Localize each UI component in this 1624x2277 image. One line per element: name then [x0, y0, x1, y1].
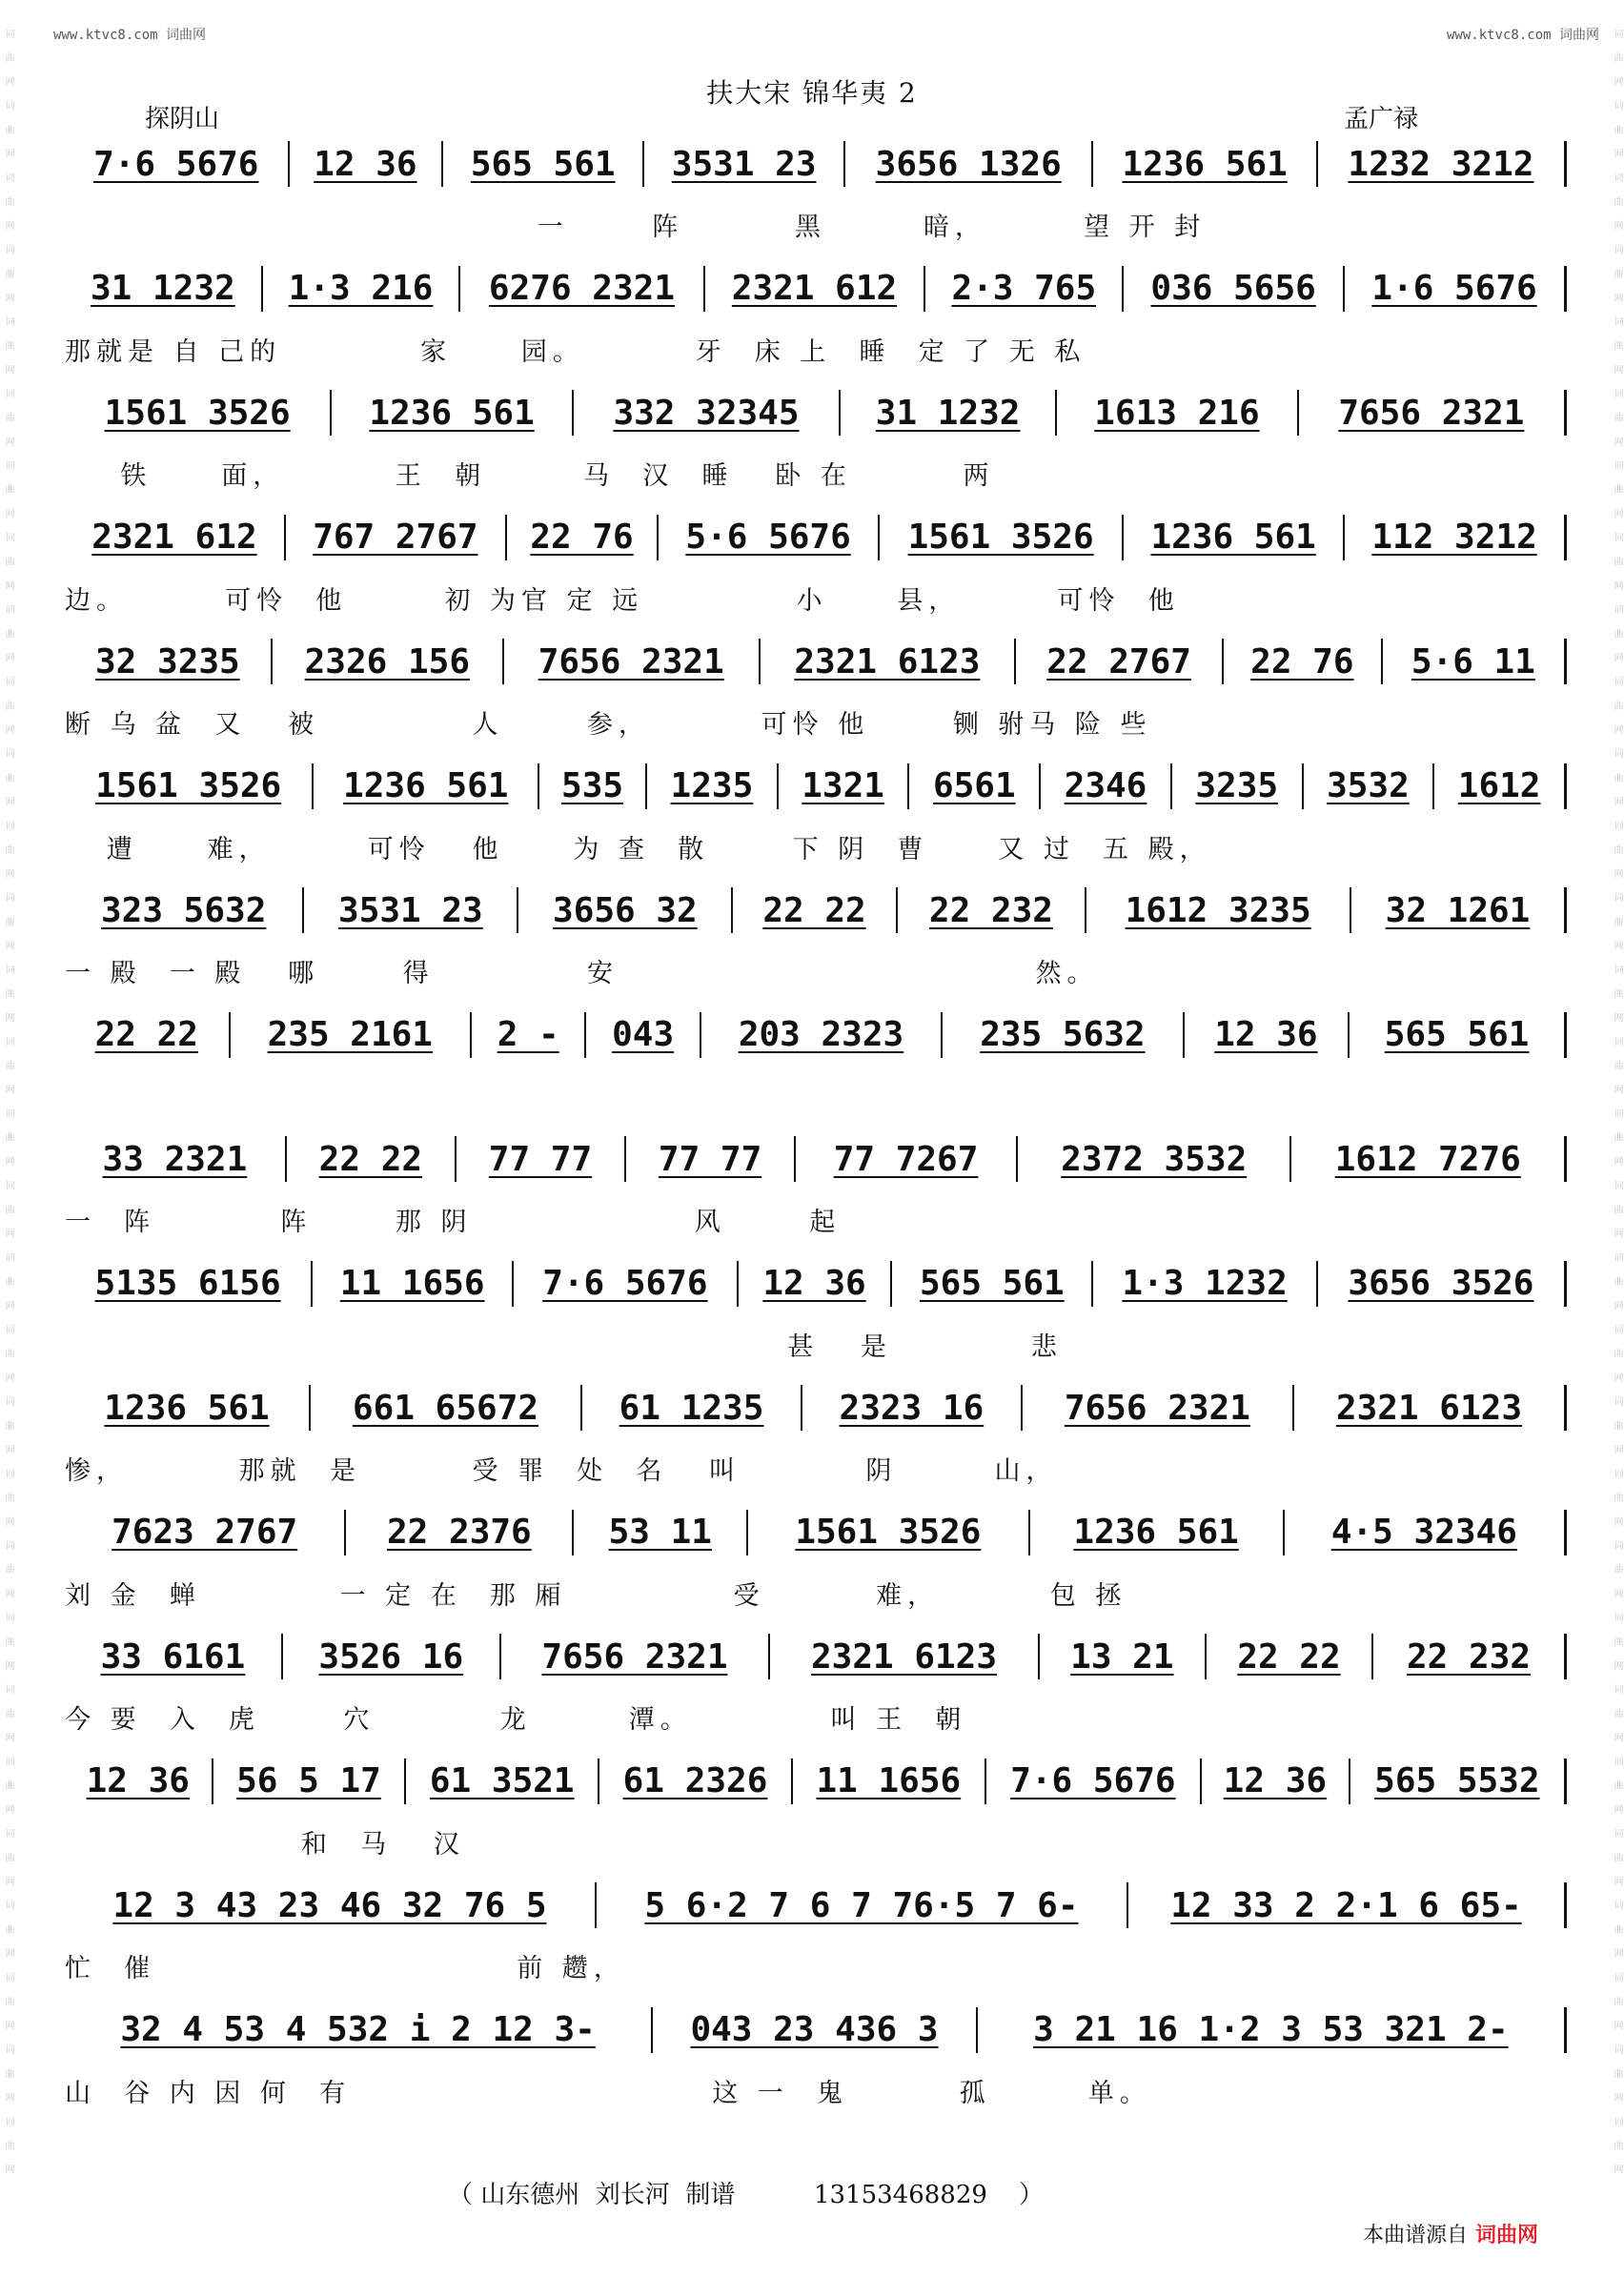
measure: [574, 390, 841, 436]
measure: [1040, 1634, 1207, 1679]
measure: [892, 1261, 1093, 1307]
measure-notes: 31 1232: [90, 269, 235, 308]
measure: [597, 1882, 1128, 1928]
measure-notes: 61 1235: [619, 1388, 764, 1428]
measure-notes: 11 1656: [339, 1264, 485, 1303]
measure: [443, 141, 644, 187]
source-label: 本曲谱源自: [1363, 2224, 1469, 2247]
measure-notes: 2326 156: [304, 641, 470, 681]
measure: [733, 887, 897, 933]
notation-line: [65, 1757, 1567, 1806]
measure-notes: 22 22: [318, 1139, 423, 1179]
lyric-line: 铁 面， 王 朝 马 汉 睡 卧 在 两: [65, 461, 995, 491]
measure-notes: 5 6·2 7 6 7 76·5 7 6-: [644, 1885, 1079, 1925]
measure-notes: 7·6 5676: [1010, 1761, 1176, 1800]
measure-notes: 61 3521: [429, 1761, 575, 1800]
measure-notes: 043 23 436 3: [690, 2010, 939, 2049]
measure-notes: 1613 216: [1094, 393, 1260, 433]
measure-notes: 22 76: [530, 518, 634, 557]
measure-notes: 56 5 17: [236, 1761, 381, 1800]
measure-notes: 32 1261: [1385, 890, 1531, 930]
side-watermark-right: 词 曲 网 词 曲 网 词 曲 网 词 曲 网 词 曲 网 词 曲 网 词 曲 网 词 曲 网 词 曲 网 词 曲 网 词 曲 网 词 曲 网 词 曲 网 词 曲 网 词 曲 网 词 曲 网 词 曲 网 词 曲 网 词 曲 网 词 曲 网 词 曲 网 词 曲 网 词 曲 网 词 曲 网 词 曲 网 词 曲 网 词 曲 网 词 曲 网 词 曲 网 词 曲 网: [1612, 29, 1622, 2180]
measure: [647, 763, 779, 809]
measure: [65, 266, 263, 312]
side-watermark-left: 词 曲 网 词 曲 网 词 曲 网 词 曲 网 词 曲 网 词 曲 网 词 曲 网 词 曲 网 词 曲 网 词 曲 网 词 曲 网 词 曲 网 词 曲 网 词 曲 网 词 曲 网 词 曲 网 词 曲 网 词 曲 网 词 曲 网 词 曲 网 词 曲 网 词 曲 网 词 曲 网 词 曲 网 词 曲 网 词 曲 网 词 曲 网 词 曲 网 词 曲 网 词 曲 网: [3, 29, 13, 2180]
measure-notes: 12 36: [1214, 1015, 1318, 1054]
measure-notes: 3531 23: [338, 890, 483, 930]
measure-notes: 767 2767: [313, 518, 478, 557]
measure: [65, 2007, 653, 2053]
measure-notes: 7·6 5676: [542, 1264, 708, 1303]
measure-notes: 1236 561: [1073, 1513, 1239, 1552]
measure-notes: 2346: [1064, 766, 1147, 805]
measure: [1016, 639, 1224, 684]
notation-line: [65, 1632, 1567, 1681]
measure-notes: 1561 3526: [95, 766, 282, 805]
measure-notes: 5·6 5676: [685, 518, 851, 557]
measure-notes: 1·3 1232: [1122, 1264, 1288, 1303]
measure: [1350, 1012, 1567, 1058]
measure: [841, 390, 1057, 436]
measure-notes: 3 21 16 1·2 3 53 321 2-: [1033, 2010, 1509, 2049]
measure-notes: 1321: [802, 766, 884, 805]
measure-notes: 7·6 5676: [93, 144, 259, 184]
measure-notes: 22 22: [94, 1015, 198, 1054]
measure: [943, 1012, 1184, 1058]
measure-notes: 6276 2321: [488, 269, 675, 308]
lyric-line: 今 要 入 虎 穴 龙 潭。 叫 王 朝: [65, 1705, 967, 1735]
measure: [65, 763, 314, 809]
tune-name: 探阴山: [145, 105, 220, 133]
measure: [65, 141, 290, 187]
measure-notes: 3532: [1327, 766, 1410, 805]
measure: [539, 763, 647, 809]
score-system: [65, 1253, 1567, 1378]
site-url-left[interactable]: www.ktvc8.com 词曲网: [53, 28, 207, 43]
measure: [779, 763, 910, 809]
notation-line: [65, 1508, 1567, 1557]
measure: [701, 1012, 943, 1058]
measure: [231, 1012, 472, 1058]
score-body: [65, 133, 1567, 2124]
measure: [65, 1759, 213, 1804]
measure-notes: 22 232: [1407, 1637, 1532, 1677]
measure: [748, 1510, 1029, 1555]
measure: [406, 1759, 599, 1804]
measure: [626, 1136, 796, 1182]
measure-notes: 61 2326: [622, 1761, 768, 1800]
notation-line: [65, 1881, 1567, 1930]
measure-notes: 22 2767: [1046, 641, 1191, 681]
measure: [1041, 763, 1172, 809]
measure-notes: 3656 1326: [875, 144, 1062, 184]
measure-notes: 7656 2321: [541, 1637, 728, 1677]
measure-notes: 4·5 32346: [1330, 1513, 1517, 1552]
measure: [1207, 1634, 1373, 1679]
measure-notes: 565 561: [470, 144, 616, 184]
measure-notes: 1612: [1457, 766, 1541, 805]
measure: [1318, 1261, 1567, 1307]
measure-notes: 5135 6156: [94, 1264, 281, 1303]
measure-notes: 1236 561: [104, 1388, 270, 1428]
measure: [65, 390, 332, 436]
measure-notes: 12 36: [1223, 1761, 1328, 1800]
measure-notes: 32 4 53 4 532 i 2 12 3-: [120, 2010, 596, 2049]
measure-notes: 1236 561: [1122, 144, 1288, 184]
measure-notes: 2 -: [497, 1015, 559, 1054]
measure: [65, 1385, 311, 1431]
lyric-line: 边。 可怜 他 初 为官 定 远 小 县， 可怜 他: [65, 585, 1180, 616]
measure: [1351, 887, 1567, 933]
lyric-line: 一 阵 阵 那 阴 风 起: [65, 1208, 842, 1237]
score-system: [65, 1377, 1567, 1502]
measure-notes: 12 36: [314, 144, 417, 184]
measure-notes: 3656 3526: [1348, 1264, 1534, 1303]
measure: [283, 1634, 501, 1679]
measure-notes: 2372 3532: [1061, 1139, 1248, 1179]
score-system: [65, 1502, 1567, 1627]
score-system: [65, 631, 1567, 756]
measure: [1224, 639, 1383, 684]
measure: [65, 639, 273, 684]
source-credit: [1363, 2219, 1538, 2248]
measure: [793, 1759, 986, 1804]
measure: [65, 1634, 283, 1679]
lyric-line: 惨， 那就 是 受 罪 处 名 叫 阴 山，: [65, 1456, 1058, 1486]
lyric-line: 忙 催 前 趱，: [65, 1954, 625, 1983]
measure-notes: 3531 23: [671, 144, 817, 184]
measure-notes: 1561 3526: [907, 518, 1094, 557]
measure-notes: 2321 6123: [810, 1637, 998, 1677]
measure: [1350, 1759, 1567, 1804]
notation-line: [65, 1010, 1567, 1060]
lyric-line: 一 殿 一 殿 哪 得 安 然。: [65, 959, 1099, 988]
measure-notes: 2·3 765: [951, 269, 1097, 308]
measure-notes: 22 22: [762, 890, 866, 930]
measure-notes: 32 3235: [95, 641, 240, 681]
measure: [65, 515, 286, 560]
lyric-line: 断 乌 盆 又 被 人 参， 可怜 他 铡 驸马 险 些: [65, 710, 1152, 740]
score-system: [65, 1626, 1567, 1751]
source-brand-link[interactable]: 词曲网: [1475, 2224, 1539, 2247]
measure: [599, 1759, 793, 1804]
measure-notes: 1612 3235: [1125, 890, 1311, 930]
measure: [65, 1012, 231, 1058]
notation-line: [65, 762, 1567, 811]
measure-notes: 112 3212: [1371, 518, 1537, 557]
measure-notes: 332 32345: [613, 393, 800, 433]
notation-line: [65, 264, 1567, 314]
measure: [1185, 1012, 1350, 1058]
measure-notes: 565 561: [919, 1264, 1065, 1303]
measure: [1202, 1759, 1350, 1804]
measure-notes: 77 77: [488, 1139, 593, 1179]
measure: [586, 1012, 700, 1058]
measure-notes: 565 5532: [1374, 1761, 1540, 1800]
measure-notes: 3656 32: [553, 890, 698, 930]
measure: [582, 1385, 802, 1431]
measure-notes: 22 232: [928, 890, 1053, 930]
measure: [1172, 763, 1304, 809]
measure: [1124, 266, 1345, 312]
lyric-line: 和 马 汉: [65, 1829, 465, 1860]
notation-line: [65, 513, 1567, 562]
measure-notes: 22 2376: [387, 1513, 532, 1552]
measure-notes: 6561: [932, 766, 1016, 805]
measure-notes: 13 21: [1070, 1637, 1174, 1677]
measure-notes: 036 5656: [1150, 269, 1316, 308]
measure-notes: 1235: [670, 766, 754, 805]
notation-line: [65, 637, 1567, 686]
measure: [659, 515, 880, 560]
measure: [739, 1261, 893, 1307]
measure: [880, 515, 1124, 560]
measure-notes: 7656 2321: [1338, 393, 1525, 433]
measure-notes: 1236 561: [1150, 518, 1316, 557]
measure: [1093, 141, 1318, 187]
score-system: [65, 880, 1567, 1005]
measure-notes: 33 6161: [100, 1637, 246, 1677]
measure: [273, 639, 504, 684]
measure-notes: 2321 612: [731, 269, 898, 308]
measure-notes: 1232 3212: [1348, 144, 1534, 184]
score-system: [65, 507, 1567, 632]
measure: [761, 639, 1017, 684]
site-url-right[interactable]: www.ktvc8.com 词曲网: [1446, 28, 1599, 43]
measure-notes: 2321 612: [91, 518, 257, 557]
measure: [507, 515, 659, 560]
measure: [518, 887, 733, 933]
measure-notes: 1236 561: [369, 393, 535, 433]
measure: [1373, 1634, 1567, 1679]
measure: [1128, 1882, 1567, 1928]
measure: [332, 390, 574, 436]
measure: [314, 763, 539, 809]
lyric-line: 甚 是 悲: [65, 1332, 1063, 1362]
measure: [770, 1634, 1040, 1679]
measure-notes: 2321 6123: [1335, 1388, 1522, 1428]
notation-line: [65, 2005, 1567, 2055]
measure: [909, 763, 1041, 809]
measure: [313, 1261, 514, 1307]
score-system: [65, 258, 1567, 383]
measure: [978, 2007, 1567, 2053]
measure-notes: 043: [612, 1015, 675, 1054]
measure: [472, 1012, 586, 1058]
measure-notes: 53 11: [608, 1513, 712, 1552]
measure: [1124, 515, 1345, 560]
notation-line: [65, 885, 1567, 935]
measure: [705, 266, 926, 312]
measure-notes: 77 7267: [833, 1139, 979, 1179]
score-system: [65, 756, 1567, 881]
score-system: [65, 382, 1567, 507]
score-system: [65, 2000, 1567, 2125]
measure-notes: 3526 16: [318, 1637, 464, 1677]
measure-notes: 661 65672: [352, 1388, 539, 1428]
measure-notes: 22 22: [1237, 1637, 1341, 1677]
measure: [1304, 763, 1435, 809]
measure-notes: 1561 3526: [104, 393, 291, 433]
measure-notes: 33 2321: [102, 1139, 248, 1179]
notation-line: [65, 139, 1567, 189]
measure-notes: 2323 16: [839, 1388, 985, 1428]
measure-notes: 1561 3526: [795, 1513, 982, 1552]
measure: [504, 639, 761, 684]
score-credit: （ 山东德州 刘长河 制谱 13153468829 ）: [448, 2181, 1044, 2209]
score-system: [65, 1751, 1567, 1876]
measure-notes: 7623 2767: [112, 1513, 298, 1552]
lyric-line: [65, 1077, 1567, 1115]
measure: [845, 141, 1093, 187]
measure: [1093, 1261, 1318, 1307]
measure: [290, 141, 444, 187]
measure: [213, 1759, 407, 1804]
measure: [1057, 390, 1299, 436]
measure: [65, 887, 304, 933]
score-system: [65, 133, 1567, 258]
notation-line: [65, 1134, 1567, 1184]
measure: [514, 1261, 739, 1307]
measure-notes: 235 2161: [267, 1015, 433, 1054]
measure-notes: 12 36: [86, 1761, 190, 1800]
measure-notes: 11 1656: [816, 1761, 962, 1800]
author-name: 孟广禄: [1344, 105, 1419, 133]
measure: [1299, 390, 1567, 436]
measure-notes: 7656 2321: [538, 641, 724, 681]
measure-notes: 1·6 5676: [1371, 269, 1537, 308]
measure: [65, 1882, 597, 1928]
measure-notes: 7656 2321: [1064, 1388, 1250, 1428]
measure-notes: 1·3 216: [288, 269, 434, 308]
measure-notes: 31 1232: [875, 393, 1021, 433]
measure: [653, 2007, 978, 2053]
lyric-line: 刘 金 蝉 一 定 在 那 厢 受 难， 包 拯: [65, 1580, 1127, 1611]
measure: [1345, 515, 1567, 560]
measure-notes: 3235: [1195, 766, 1279, 805]
measure: [1030, 1510, 1285, 1555]
measure: [802, 1385, 1023, 1431]
measure: [796, 1136, 1018, 1182]
score-system: [65, 1875, 1567, 2000]
measure-notes: 12 33 2 2·1 6 65-: [1170, 1885, 1522, 1925]
notation-line: [65, 388, 1567, 437]
measure: [286, 515, 507, 560]
measure: [311, 1385, 582, 1431]
measure: [898, 887, 1087, 933]
notation-line: [65, 1259, 1567, 1309]
measure: [287, 1136, 457, 1182]
measure: [1383, 639, 1567, 684]
measure: [1018, 1136, 1292, 1182]
score-title: 扶大宋 锦华夷 2: [706, 77, 918, 109]
measure-notes: 12 3 43 23 46 32 76 5: [112, 1885, 547, 1925]
lyric-line: 那就是 自 己的 家 园。 牙 床 上 睡 定 了 无 私: [65, 336, 1086, 367]
notation-line: [65, 1383, 1567, 1433]
measure-notes: 2321 6123: [794, 641, 981, 681]
measure: [1345, 266, 1567, 312]
measure-notes: 535: [561, 766, 624, 805]
measure: [986, 1759, 1202, 1804]
measure: [644, 141, 845, 187]
measure: [65, 1510, 346, 1555]
score-system: [65, 1005, 1567, 1129]
measure: [501, 1634, 771, 1679]
measure: [457, 1136, 626, 1182]
measure: [1086, 887, 1351, 933]
measure: [1318, 141, 1567, 187]
measure: [304, 887, 518, 933]
measure: [263, 266, 461, 312]
measure-notes: 235 5632: [980, 1015, 1146, 1054]
score-system: [65, 1128, 1567, 1253]
measure: [346, 1510, 574, 1555]
measure-notes: 1612 7276: [1334, 1139, 1521, 1179]
measure: [1023, 1385, 1294, 1431]
measure-notes: 22 76: [1250, 641, 1354, 681]
measure: [1285, 1510, 1567, 1555]
lyric-line: 山 谷 内 因 何 有 这 一 鬼 孤 单。: [65, 2078, 1151, 2108]
measure-notes: 323 5632: [100, 890, 267, 930]
measure: [65, 1261, 313, 1307]
measure: [1294, 1385, 1567, 1431]
measure: [1291, 1136, 1567, 1182]
measure-notes: 12 36: [762, 1264, 866, 1303]
measure: [1434, 763, 1567, 809]
measure-notes: 5·6 11: [1411, 641, 1535, 681]
measure: [925, 266, 1124, 312]
measure-notes: 77 77: [658, 1139, 762, 1179]
measure: [574, 1510, 748, 1555]
measure: [65, 1136, 287, 1182]
measure: [460, 266, 704, 312]
lyric-line: 一 阵 黑 暗， 望 开 封: [65, 213, 1207, 242]
measure-notes: 1236 561: [343, 766, 509, 805]
measure-notes: 565 561: [1384, 1015, 1530, 1054]
lyric-line: 遭 难， 可怜 他 为 查 散 下 阴 曹 又 过 五 殿，: [65, 834, 1211, 864]
measure-notes: 203 2323: [738, 1015, 904, 1054]
